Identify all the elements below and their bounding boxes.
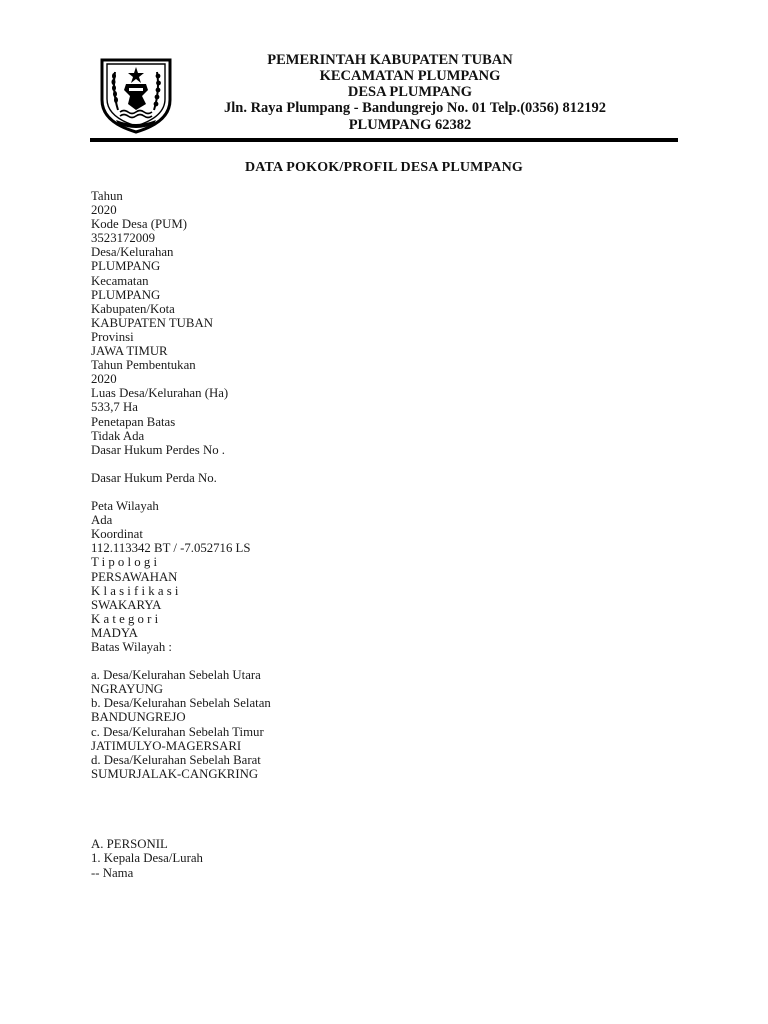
field-label-penetapan-batas: Penetapan Batas — [91, 414, 176, 429]
border-south-value: BANDUNGREJO — [91, 710, 186, 725]
letterhead-line-government: PEMERINTAH KABUPATEN TUBAN — [267, 52, 513, 68]
letterhead-line-address: Jln. Raya Plumpang - Bandungrejo No. 01 Telp.(0356) 812192 — [223, 100, 607, 116]
border-west-label: d. Desa/Kelurahan Sebelah Barat — [91, 752, 261, 767]
border-north-label: a. Desa/Kelurahan Sebelah Utara — [91, 668, 261, 683]
field-label-luas: Luas Desa/Kelurahan (Ha) — [91, 386, 229, 401]
field-label-desa: Desa/Kelurahan — [91, 245, 174, 260]
field-label-kabupaten: Kabupaten/Kota — [91, 301, 175, 316]
field-value-tahun: 2020 — [91, 203, 117, 218]
personil-item-nama: -- Nama — [91, 865, 134, 880]
letterhead-line-village: DESA PLUMPANG — [347, 84, 473, 100]
letterhead-line-district: KECAMATAN PLUMPANG — [319, 68, 501, 84]
border-south-label: b. Desa/Kelurahan Sebelah Selatan — [91, 696, 271, 711]
letterhead-divider — [90, 138, 678, 142]
border-east-value: JATIMULYO-MAGERSARI — [91, 738, 242, 753]
field-label-perdes: Dasar Hukum Perdes No . — [91, 442, 225, 457]
border-west-value: SUMURJALAK-CANGKRING — [91, 766, 259, 781]
field-value-tipologi: PERSAWAHAN — [91, 569, 178, 584]
border-east-label: c. Desa/Kelurahan Sebelah Timur — [91, 724, 264, 739]
field-label-tahun-pembentukan: Tahun Pembentukan — [91, 358, 196, 373]
field-value-kecamatan: PLUMPANG — [91, 287, 161, 302]
field-value-perdes-empty — [91, 457, 651, 471]
field-label-kode-desa: Kode Desa (PUM) — [91, 217, 187, 232]
field-value-klasifikasi: SWAKARYA — [91, 597, 162, 612]
field-label-kategori: Kategori — [91, 611, 162, 626]
section-heading-personil: A. PERSONIL — [91, 837, 168, 852]
field-label-koordinat: Koordinat — [91, 527, 143, 542]
field-label-provinsi: Provinsi — [91, 329, 134, 344]
field-label-peta-wilayah: Peta Wilayah — [91, 499, 159, 514]
regency-crest-icon — [96, 54, 176, 134]
field-value-kategori: MADYA — [91, 625, 138, 640]
field-value-luas: 533,7 Ha — [91, 400, 138, 415]
field-label-klasifikasi: Klasifikasi — [91, 583, 182, 598]
field-value-kode-desa: 3523172009 — [91, 231, 155, 246]
field-value-perda-empty — [91, 485, 651, 499]
personil-item-kepala-desa: 1. Kepala Desa/Lurah — [91, 851, 203, 866]
letterhead-line-postcode: PLUMPANG 62382 — [348, 117, 472, 133]
field-value-peta-wilayah: Ada — [91, 513, 113, 528]
field-label-kecamatan: Kecamatan — [91, 273, 149, 288]
field-value-kabupaten: KABUPATEN TUBAN — [91, 315, 213, 330]
border-north-value: NGRAYUNG — [91, 682, 164, 697]
field-value-desa: PLUMPANG — [91, 259, 161, 274]
field-value-provinsi: JAWA TIMUR — [91, 344, 168, 359]
field-value-koordinat: 112.113342 BT / -7.052716 LS — [91, 541, 251, 556]
field-label-perda: Dasar Hukum Perda No. — [91, 470, 217, 485]
field-label-tahun: Tahun — [91, 189, 123, 203]
field-value-penetapan-batas: Tidak Ada — [91, 428, 145, 443]
field-value-tahun-pembentukan: 2020 — [91, 372, 117, 387]
field-label-tipologi: Tipologi — [91, 555, 161, 570]
profile-data-list — [91, 189, 651, 880]
field-label-batas-wilayah: Batas Wilayah : — [91, 640, 172, 654]
document-title: DATA POKOK/PROFIL DESA PLUMPANG — [244, 160, 524, 175]
